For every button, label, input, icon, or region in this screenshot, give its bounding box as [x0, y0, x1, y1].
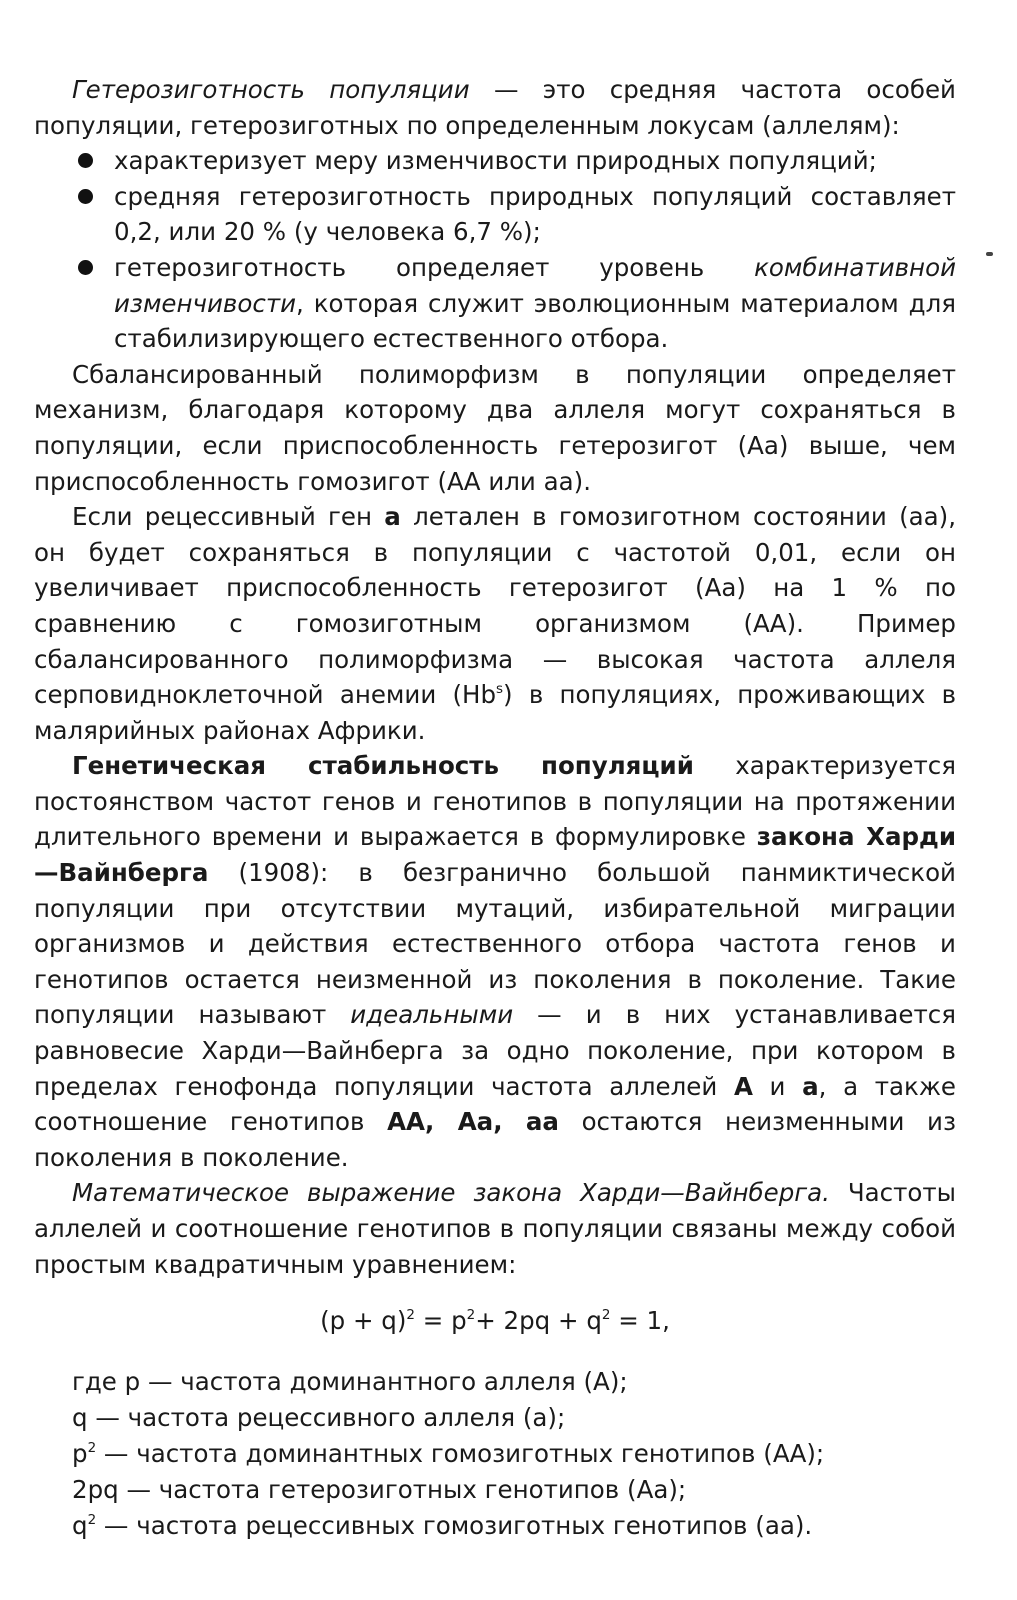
stability-text-2: (1908): в безгранично большой панмиктической популяции при отсутствии мутаций, избирательной миграции организмов и действия естественного отбора частота генов и генотипов остается неизменной из поколения в поколение. Такие популяции называют	[34, 858, 956, 1030]
bullet-text-1: характеризует меру изменчивости природных популяций;	[114, 146, 877, 176]
definition-symbol: q	[72, 1511, 88, 1541]
stability-text-3: — и в них устанавливается равновесие Харди—Вайнберга за одно поколение, при котором в пределах генофонда популяции частота аллелей	[34, 1000, 956, 1101]
bullet-text-3-post: , которая служит эволюционным материалом для стабилизирующего естественного отбора.	[114, 288, 956, 354]
recessive-text-2: летален в гомозиготном состоянии (аа), он будет сохраняться в популяции с частотой 0,01, если он увеличивает приспособленность гетерозигот (Аа) на 1 % по сравнению с гомозиготным организмом (АА). Пример сбалансированного полиморфизма — высокая частота аллеля серповидноклеточной анемии (Hb	[34, 502, 956, 710]
stability-text-4: , а также соотношение генотипов	[34, 1071, 956, 1137]
formula-exp: 2	[466, 1307, 476, 1324]
stability-allele-A: А	[733, 1071, 753, 1101]
definition-text: — частота доминантных гомозиготных генотипов (АА);	[96, 1439, 825, 1469]
list-item	[34, 250, 956, 357]
formula-rhs: = 1,	[610, 1306, 670, 1336]
stability-paragraph	[34, 748, 956, 1175]
intro-paragraph	[34, 72, 956, 143]
intro-term: Гетерозиготность популяции	[72, 75, 470, 104]
recessive-text-1: Если рецессивный ген	[72, 502, 385, 532]
page	[34, 72, 956, 1544]
recessive-sup: s	[496, 681, 504, 697]
bullet-dot-icon	[78, 189, 93, 204]
stability-genotypes: АА, Аа, аа	[387, 1107, 559, 1137]
definition-p: где p — частота доминантного аллеля (А);	[72, 1367, 628, 1397]
stability-law: закона Харди—Вайнберга	[34, 822, 956, 888]
formula-plus: + 2pq + q	[475, 1306, 602, 1336]
bullet-dot-icon	[78, 153, 93, 168]
list-item	[34, 143, 956, 179]
bullet-dot-icon	[78, 260, 93, 275]
formula-exp: 2	[406, 1307, 415, 1324]
stability-allele-a: а	[802, 1071, 819, 1101]
definition-text: — частота рецессивных гомозиготных генотипов (аа).	[96, 1511, 813, 1541]
recessive-gene: а	[384, 502, 401, 532]
balanced-paragraph: Сбалансированный полиморфизм в популяции определяет механизм, благодаря которому два аллеля могут сохраняться в популяции, если приспособленность гетерозигот (Аа) выше, чем приспособленность гомозигот (АА или аа).	[34, 359, 956, 496]
formula-exp: 2	[601, 1307, 611, 1324]
definition-symbol: p	[72, 1439, 88, 1469]
hardy-weinberg-formula	[34, 1296, 956, 1346]
bullet-text-2: средняя гетерозиготность природных популяций составляет 0,2, или 20 % (у человека 6,7 %);	[114, 181, 956, 247]
formula-eq: = p	[414, 1306, 467, 1336]
definition-q2	[72, 1508, 956, 1544]
bullet-text-3-pre: гетерозиготность определяет уровень	[114, 252, 755, 282]
definition-p2	[72, 1436, 956, 1472]
math-paragraph	[34, 1175, 956, 1282]
definitions-list	[34, 1364, 956, 1544]
definition-2pq: 2pq — частота гетерозиготных генотипов (Аа);	[72, 1475, 687, 1505]
stability-text-5: остаются неизменными из поколения в поколение.	[34, 1107, 957, 1172]
recessive-paragraph	[34, 499, 956, 748]
bullet-list	[34, 143, 956, 357]
definition-q: q — частота рецессивного аллеля (а);	[72, 1403, 566, 1433]
stability-and: и	[752, 1071, 803, 1101]
intro-text: — это средняя частота особей популяции, гетерозиготных по определенным локусам (аллелям):	[34, 75, 956, 140]
recessive-text-3: ) в популяциях, проживающих в малярийных районах Африки.	[34, 680, 957, 745]
list-item	[34, 179, 956, 250]
scan-speck	[986, 252, 993, 256]
bullet-text-3-italic: комбинативной изменчивости	[114, 252, 956, 318]
stability-italic: идеальными	[350, 1000, 514, 1030]
stability-text-1: характеризуется постоянством частот генов и генотипов в популяции на протяжении длительного времени и выражается в формулировке	[34, 751, 956, 852]
math-title: Математическое выражение закона Харди—Вайнберга.	[72, 1178, 830, 1208]
definition-exp: 2	[87, 1440, 97, 1457]
formula-lhs: (p + q)	[320, 1306, 407, 1336]
stability-term: Генетическая стабильность популяций	[72, 751, 694, 781]
definition-exp: 2	[87, 1512, 97, 1529]
math-text: Частоты аллелей и соотношение генотипов в популяции связаны между собой простым квадратичным уравнением:	[34, 1178, 956, 1279]
